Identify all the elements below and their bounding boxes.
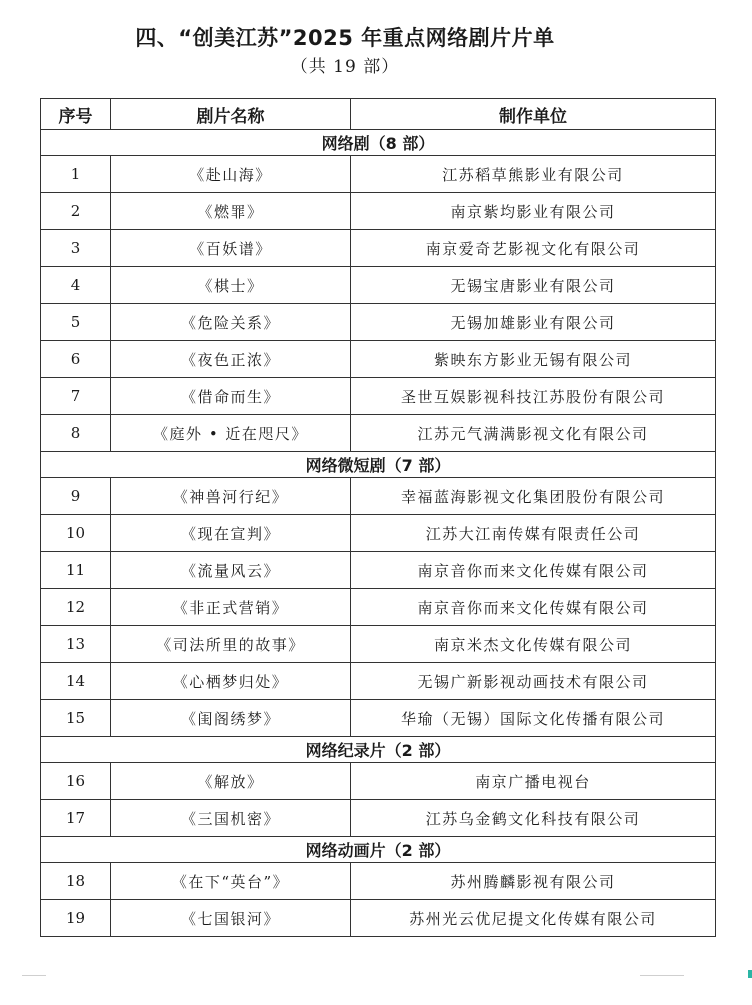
row-num: 3 bbox=[41, 230, 111, 267]
row-num: 2 bbox=[41, 193, 111, 230]
table-row bbox=[41, 415, 716, 452]
row-title: 《非正式营销》 bbox=[111, 589, 351, 626]
table-row bbox=[41, 378, 716, 415]
row-title: 《流量风云》 bbox=[111, 552, 351, 589]
row-producer: 南京广播电视台 bbox=[351, 763, 716, 800]
category-label: 网络动画片（2 部） bbox=[41, 837, 716, 863]
header-name: 剧片名称 bbox=[111, 99, 351, 130]
table-row bbox=[41, 663, 716, 700]
row-num: 1 bbox=[41, 156, 111, 193]
table-row bbox=[41, 193, 716, 230]
row-producer: 南京爱奇艺影视文化有限公司 bbox=[351, 230, 716, 267]
row-producer: 南京音你而来文化传媒有限公司 bbox=[351, 589, 716, 626]
table-header-row bbox=[41, 99, 716, 130]
row-title: 《庭外 • 近在咫尺》 bbox=[111, 415, 351, 452]
row-num: 9 bbox=[41, 478, 111, 515]
row-title: 《借命而生》 bbox=[111, 378, 351, 415]
row-producer: 无锡宝唐影业有限公司 bbox=[351, 267, 716, 304]
row-producer: 无锡广新影视动画技术有限公司 bbox=[351, 663, 716, 700]
row-title: 《赴山海》 bbox=[111, 156, 351, 193]
row-num: 4 bbox=[41, 267, 111, 304]
row-num: 13 bbox=[41, 626, 111, 663]
row-title: 《三国机密》 bbox=[111, 800, 351, 837]
row-title: 《燃罪》 bbox=[111, 193, 351, 230]
row-num: 14 bbox=[41, 663, 111, 700]
table-row bbox=[41, 863, 716, 900]
row-title: 《七国银河》 bbox=[111, 900, 351, 937]
row-num: 8 bbox=[41, 415, 111, 452]
row-num: 15 bbox=[41, 700, 111, 737]
row-title: 《闺阁绣梦》 bbox=[111, 700, 351, 737]
category-label: 网络微短剧（7 部） bbox=[41, 452, 716, 478]
row-title: 《心栖梦归处》 bbox=[111, 663, 351, 700]
table-row bbox=[41, 230, 716, 267]
category-row-animation bbox=[41, 837, 716, 863]
header-producer: 制作单位 bbox=[351, 99, 716, 130]
row-num: 19 bbox=[41, 900, 111, 937]
table-row bbox=[41, 763, 716, 800]
row-producer: 江苏元气满满影视文化有限公司 bbox=[351, 415, 716, 452]
scroll-indicator-mark bbox=[748, 970, 752, 978]
row-title: 《在下“英台”》 bbox=[111, 863, 351, 900]
row-title: 《解放》 bbox=[111, 763, 351, 800]
row-producer: 紫映东方影业无锡有限公司 bbox=[351, 341, 716, 378]
row-producer: 南京紫均影业有限公司 bbox=[351, 193, 716, 230]
category-label: 网络剧（8 部） bbox=[41, 130, 716, 156]
table-row bbox=[41, 700, 716, 737]
table-row bbox=[41, 304, 716, 341]
table-row bbox=[41, 589, 716, 626]
row-producer: 南京米杰文化传媒有限公司 bbox=[351, 626, 716, 663]
category-row-web-drama bbox=[41, 130, 716, 156]
row-title: 《司法所里的故事》 bbox=[111, 626, 351, 663]
row-num: 10 bbox=[41, 515, 111, 552]
row-producer: 苏州腾麟影视有限公司 bbox=[351, 863, 716, 900]
category-label: 网络纪录片（2 部） bbox=[41, 737, 716, 763]
header-num: 序号 bbox=[41, 99, 111, 130]
row-producer: 南京音你而来文化传媒有限公司 bbox=[351, 552, 716, 589]
page-edge-mark-right bbox=[640, 975, 684, 976]
row-title: 《危险关系》 bbox=[111, 304, 351, 341]
row-num: 5 bbox=[41, 304, 111, 341]
document-title: 四、“创美江苏”2025 年重点网络剧片片单 bbox=[135, 26, 555, 50]
category-row-documentary bbox=[41, 737, 716, 763]
row-num: 6 bbox=[41, 341, 111, 378]
drama-list-table bbox=[40, 98, 716, 937]
row-producer: 江苏大江南传媒有限责任公司 bbox=[351, 515, 716, 552]
row-producer: 华瑜（无锡）国际文化传播有限公司 bbox=[351, 700, 716, 737]
page-edge-mark-left bbox=[22, 975, 46, 976]
row-title: 《现在宣判》 bbox=[111, 515, 351, 552]
category-row-micro-drama bbox=[41, 452, 716, 478]
table-row bbox=[41, 900, 716, 937]
table-row bbox=[41, 478, 716, 515]
row-title: 《夜色正浓》 bbox=[111, 341, 351, 378]
row-producer: 江苏乌金鹤文化科技有限公司 bbox=[351, 800, 716, 837]
table-row bbox=[41, 156, 716, 193]
table-row bbox=[41, 341, 716, 378]
row-num: 18 bbox=[41, 863, 111, 900]
row-producer: 圣世互娱影视科技江苏股份有限公司 bbox=[351, 378, 716, 415]
row-num: 7 bbox=[41, 378, 111, 415]
table-row bbox=[41, 515, 716, 552]
table-row bbox=[41, 800, 716, 837]
row-num: 12 bbox=[41, 589, 111, 626]
row-num: 16 bbox=[41, 763, 111, 800]
row-title: 《神兽河行纪》 bbox=[111, 478, 351, 515]
row-title: 《棋士》 bbox=[111, 267, 351, 304]
row-title: 《百妖谱》 bbox=[111, 230, 351, 267]
table-row bbox=[41, 626, 716, 663]
row-num: 17 bbox=[41, 800, 111, 837]
row-producer: 无锡加雄影业有限公司 bbox=[351, 304, 716, 341]
table-row bbox=[41, 267, 716, 304]
row-producer: 幸福蓝海影视文化集团股份有限公司 bbox=[351, 478, 716, 515]
row-producer: 苏州光云优尼提文化传媒有限公司 bbox=[351, 900, 716, 937]
row-num: 11 bbox=[41, 552, 111, 589]
document-subtitle: （共 19 部） bbox=[290, 57, 400, 77]
row-producer: 江苏稻草熊影业有限公司 bbox=[351, 156, 716, 193]
table-row bbox=[41, 552, 716, 589]
